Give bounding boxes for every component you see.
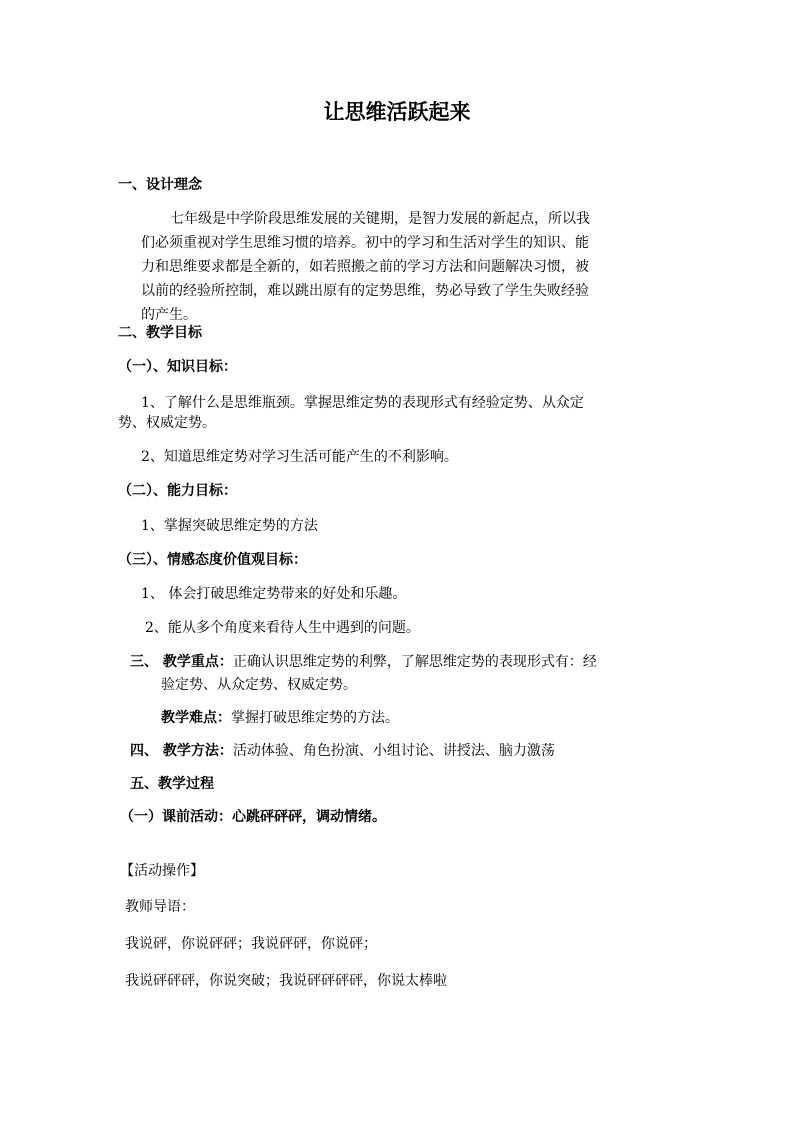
difficulty-row <box>161 709 399 727</box>
activity-heading: 【活动操作】 <box>120 863 204 879</box>
paragraph-line: 以前的经验所控制，难以跳出原有的定势思维，势必导致了学生失败经验 <box>141 283 589 299</box>
activity-lead: 教师导语： <box>125 899 195 915</box>
paragraph-line: 们必须重视对学生思维习惯的培养。初中的学习和生活对学生的知识、能 <box>141 235 589 251</box>
list-item: 1、了解什么是思维瓶颈。掌握思维定势的表现形式有经验定势、从众定 <box>141 395 584 411</box>
key-points-row <box>130 653 597 671</box>
subsection-heading-emotion: （三）、情感态度价值观目标： <box>118 552 307 568</box>
section-heading-process: 五、教学过程 <box>130 776 214 792</box>
list-item: 1、 体会打破思维定势带来的好处和乐趣。 <box>141 586 407 602</box>
activity-line: 我说砰砰砰，你说突破；我说砰砰砰砰，你说太棒啦 <box>125 973 447 989</box>
paragraph-line: 的产生。 <box>141 307 197 323</box>
list-item: 2、能从多个角度来看待人生中遇到的问题。 <box>145 620 420 636</box>
paragraph-line: 力和思维要求都是全新的，如若照搬之前的学习方法和问题解决习惯，被 <box>141 259 589 275</box>
key-points-label: 三、 教学重点： <box>130 654 233 670</box>
document-title: 让思维活跃起来 <box>323 99 471 124</box>
subsection-heading-ability: （二）、能力目标： <box>118 483 237 499</box>
methods-label: 四、 教学方法： <box>130 743 233 759</box>
section-heading-design-concept: 一、设计理念 <box>118 177 202 193</box>
difficulty-label: 教学难点： <box>161 710 231 726</box>
list-item: 2、知道思维定势对学习生活可能产生的不利影响。 <box>141 449 458 465</box>
list-item-continuation: 势、权威定势。 <box>118 415 216 431</box>
subsection-heading-knowledge: （一）、知识目标： <box>118 359 237 375</box>
key-points-continuation: 验定势、从众定势、权威定势。 <box>161 677 357 693</box>
difficulty-text: 掌握打破思维定势的方法。 <box>231 710 399 726</box>
key-points-text: 正确认识思维定势的利弊，了解思维定势的表现形式有：经 <box>232 654 597 670</box>
methods-text: 活动体验、角色扮演、小组讨论、讲授法、脑力激荡 <box>232 743 555 759</box>
section-heading-teaching-goals: 二、教学目标 <box>118 325 202 341</box>
list-item: 1、掌握突破思维定势的方法 <box>141 518 318 534</box>
methods-row <box>130 742 555 760</box>
activity-line: 我说砰，你说砰砰；我说砰砰，你说砰； <box>125 936 377 952</box>
paragraph-line: 七年级是中学阶段思维发展的关键期，是智力发展的新起点，所以我 <box>170 211 590 227</box>
subsection-heading-pre-class: （一）课前活动：心跳砰砰砰，调动情绪。 <box>120 809 386 825</box>
